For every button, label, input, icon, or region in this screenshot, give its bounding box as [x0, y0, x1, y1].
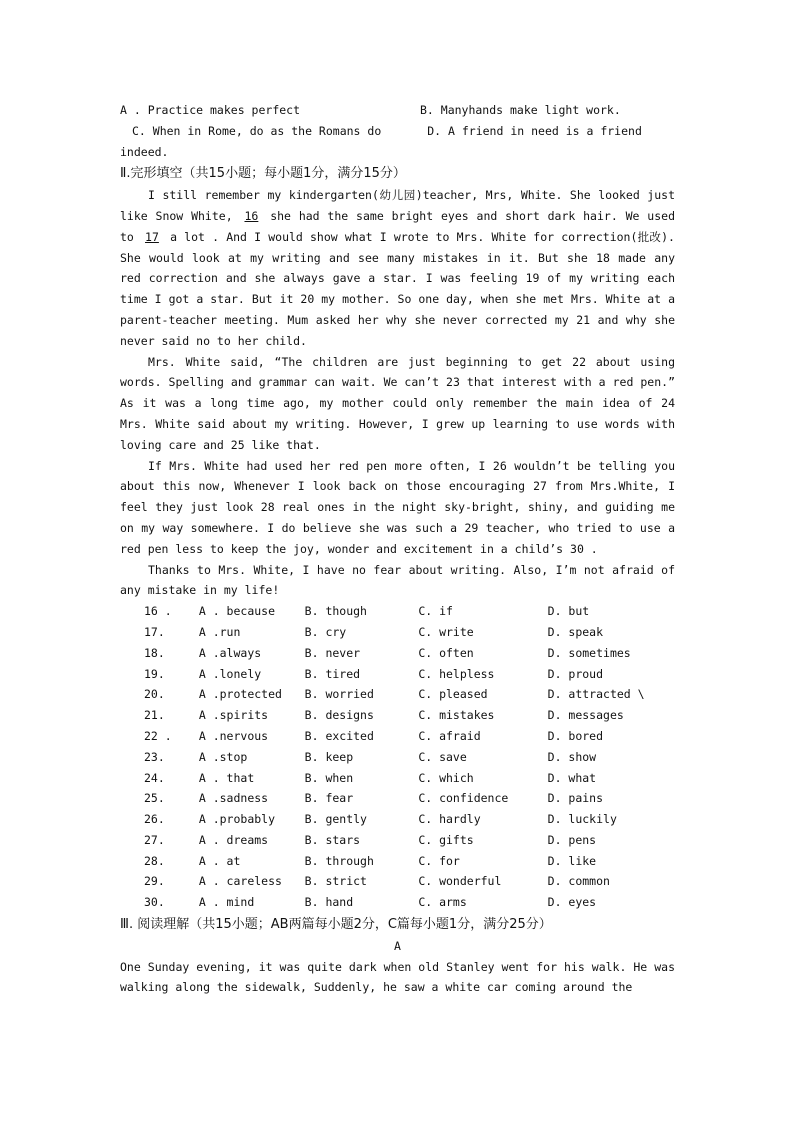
option-d: D. attracted \	[547, 687, 645, 702]
choice-row	[144, 684, 675, 705]
question-number: 19.	[144, 666, 165, 681]
option-b: B. keep	[304, 749, 354, 764]
option-a: A .spirits	[198, 708, 269, 723]
option-a: A . dreams	[198, 832, 269, 847]
option-d: D. like	[547, 853, 597, 868]
option-b: B. never	[304, 645, 361, 660]
passage-a-label: A	[394, 938, 401, 953]
option-d: D. show	[547, 749, 597, 764]
option-a: A .protected	[198, 687, 282, 702]
section-2-heading: Ⅱ.完形填空（共15小题；每小题1分，满分15分）	[120, 166, 406, 182]
option-a: A . at	[198, 853, 241, 868]
question-number: 30.	[144, 895, 165, 910]
choice-row	[144, 643, 675, 664]
question-number: 28.	[144, 853, 165, 868]
question-number: 22 .	[144, 728, 172, 743]
option-b: B. stars	[304, 832, 361, 847]
option-c: C. gifts	[418, 832, 474, 847]
choice-row	[144, 747, 675, 768]
choice-row	[144, 601, 675, 622]
option-c: C. pleased	[418, 687, 488, 702]
option-c: C. if	[418, 604, 453, 619]
paragraph-text: a lot . And I would show what I wrote to Mrs. White for correction(批改). She would look at my writing and see many mistakes in it. But she 18 made any red correction and she always gave a star. I was feeling 19 of my writing each time I got a star. But it 20 my mother. So one day, when she met Mrs. White at a parent-teacher meeting. Mum asked her why she never corrected my 21 and why she never said no to her child.	[120, 229, 675, 348]
section-3-heading: Ⅲ. 阅读理解（共15小题；AB两篇每小题2分，C篇每小题1分，满分25分）	[120, 917, 552, 933]
option-c: C. When in Rome, do as the Romans do	[132, 123, 382, 138]
option-b: B. fear	[304, 791, 354, 806]
option-b: B. worried	[304, 687, 374, 702]
option-c: C. afraid	[418, 728, 481, 743]
question-number: 20.	[144, 687, 165, 702]
option-d: D. messages	[547, 708, 624, 723]
choice-row	[144, 726, 675, 747]
option-d: D. A friend in need is a friend	[427, 123, 642, 138]
question-number: 23.	[144, 749, 165, 764]
paragraph-text: I still remember my kindergarten(幼儿园)teacher, Mrs, White. She looked just like Snow White,	[120, 188, 675, 223]
option-b: B. cry	[304, 624, 347, 639]
prev-options-row-1	[120, 100, 675, 121]
option-c: C. write	[418, 624, 474, 639]
blank-16: 16	[244, 208, 259, 223]
option-d-continuation: indeed.	[120, 144, 169, 159]
option-c: C. for	[418, 853, 460, 868]
option-c: C. helpless	[418, 666, 495, 681]
option-b: B. designs	[304, 708, 374, 723]
option-a: A . because	[198, 604, 276, 619]
choice-row	[144, 871, 675, 892]
option-b: B. through	[304, 853, 374, 868]
option-a: A .sadness	[198, 791, 269, 806]
choice-row	[144, 892, 675, 913]
blank-17: 17	[145, 229, 159, 244]
option-d: D. common	[547, 874, 610, 889]
paragraph-text: she had the same bright eyes and short dark hair. We used to	[120, 208, 675, 244]
option-a: A . mind	[198, 895, 255, 910]
option-d: D. eyes	[547, 895, 597, 910]
question-number: 24.	[144, 770, 165, 785]
option-c: C. wonderful	[418, 874, 502, 889]
option-a: A . careless	[198, 874, 282, 889]
choice-row	[144, 788, 675, 809]
page-content	[120, 100, 675, 998]
question-number: 18.	[144, 645, 165, 660]
reading-paragraph-1: One Sunday evening, it was quite dark when old Stanley went for his walk. He was walking along the sidewalk, Suddenly, he saw a white car coming around the	[120, 959, 675, 995]
option-c: C. save	[418, 749, 467, 764]
choice-row	[144, 768, 675, 789]
question-number: 26.	[144, 812, 165, 827]
cloze-paragraph-4: Thanks to Mrs. White, I have no fear about writing. Also, I’m not afraid of any mistake in my life!	[120, 562, 675, 598]
answer-choices	[144, 601, 675, 913]
option-a: A . Practice makes perfect	[120, 103, 301, 117]
choice-row	[144, 705, 675, 726]
cloze-paragraph-2: Mrs. White said, “The children are just beginning to get 22 about using words. Spelling and grammar can wait. We can’t 23 that interest with a red pen.” As it was a long time ago, my mother could only remember the main idea of 24 Mrs. White said about my writing. However, I grew up learning to use words with loving care and 25 like that.	[120, 354, 675, 452]
option-d: D. but	[547, 604, 590, 619]
option-b: B. tired	[304, 666, 361, 681]
option-d: D. pens	[547, 832, 597, 847]
choice-row	[144, 622, 675, 643]
option-c: C. hardly	[418, 812, 481, 827]
option-a: A .probably	[198, 812, 276, 827]
option-c: C. confidence	[418, 791, 509, 806]
question-number: 29.	[144, 874, 165, 889]
cloze-paragraph-3: If Mrs. White had used her red pen more often, I 26 wouldn’t be telling you about this now, Whenever I look back on those encouraging 27 from Mrs.White, I feel they just look 28 real ones in the night sky-bright, shiny, and guiding me on my way somewhere. I do believe she was such a 29 teacher, who tried to use a red pen less to keep the joy, wonder and excitement in a child’s 30 .	[120, 458, 675, 556]
choice-row	[144, 664, 675, 685]
option-b: B. when	[304, 770, 354, 785]
option-c: C. mistakes	[418, 708, 495, 723]
option-d: D. bored	[547, 728, 604, 743]
option-a: A .always	[198, 645, 262, 660]
option-d: D. pains	[547, 791, 604, 806]
option-d: D. what	[547, 770, 597, 785]
question-number: 16 .	[144, 604, 172, 619]
option-b: B. gently	[304, 812, 367, 827]
option-b: B. hand	[304, 895, 354, 910]
option-c: C. arms	[418, 895, 467, 910]
question-number: 25.	[144, 791, 165, 806]
option-b: B. Manyhands make light work.	[420, 103, 621, 117]
question-number: 27.	[144, 832, 165, 847]
cloze-paragraph-1	[120, 185, 675, 351]
question-number: 17.	[144, 624, 165, 639]
option-a: A .run	[198, 624, 241, 639]
option-b: B. though	[304, 604, 367, 619]
prev-options-row-2	[120, 121, 675, 142]
option-a: A . that	[198, 770, 255, 785]
choice-row	[144, 809, 675, 830]
choice-row	[144, 851, 675, 872]
option-a: A .stop	[198, 749, 248, 764]
question-number: 21.	[144, 708, 165, 723]
choice-row	[144, 830, 675, 851]
option-d: D. luckily	[547, 812, 617, 827]
option-c: C. often	[418, 645, 474, 660]
option-d: D. speak	[547, 624, 604, 639]
option-a: A .nervous	[198, 728, 269, 743]
option-b: B. excited	[304, 728, 374, 743]
option-b: B. strict	[304, 874, 367, 889]
option-c: C. which	[418, 770, 474, 785]
option-d: D. proud	[547, 666, 604, 681]
option-a: A .lonely	[198, 666, 262, 681]
option-d: D. sometimes	[547, 645, 631, 660]
